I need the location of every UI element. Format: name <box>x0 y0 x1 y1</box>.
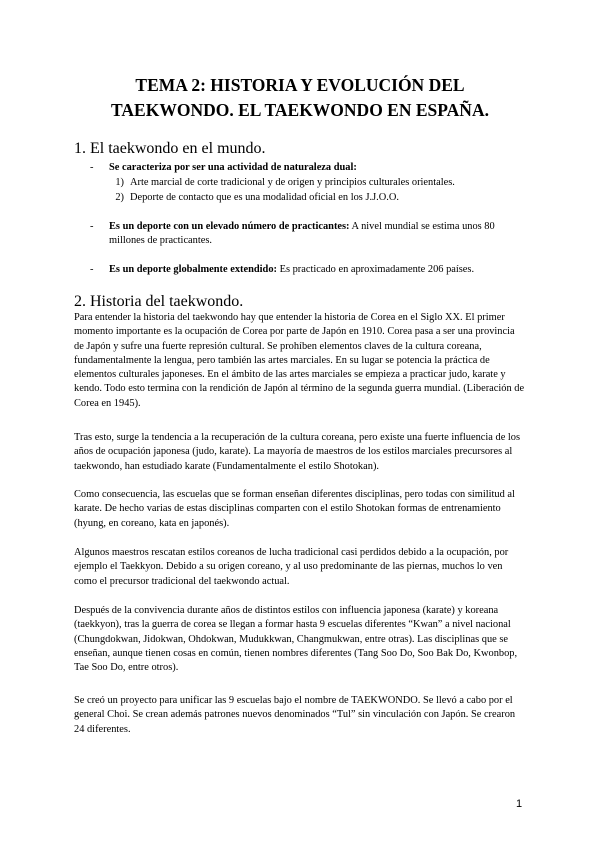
bullet-dash: - <box>90 264 94 275</box>
section-2-heading: 2. Historia del taekwondo. <box>74 293 244 310</box>
paragraph: Después de la convivencia durante años de distintos estilos con influencia japonesa (karate) y koreana (taekkyon), tras la guerra de corea se llegan a formar hasta 9 escuelas diferentes “Kwan” a nivel nacional (Chungdokwan, Jidokwan, Ohdokwan, Mudukkwan, Changmukwan, entre otras). Las disciplinas que se enseñan, aunque tienen cosas en común, tienen nombres diferentes (Tang Soo Do, Soo Bak Do, Kwonbop, Tae Soo Do, entre otros). <box>74 605 518 674</box>
sub-item-number: 2) <box>115 192 124 203</box>
paragraph: Algunos maestros rescatan estilos coreanos de lucha tradicional casi perdidos debido a la ocupación, por ejemplo el Taekkyon. Debido a su origen coreano, y al uso predominante de las piernas, muchos lo ven como el precursor tradicional del taekwondo actual. <box>74 547 509 587</box>
bullet-text: A nivel mundial se estima unos 80 millones de practicantes. <box>109 221 495 247</box>
paragraph: Tras esto, surge la tendencia a la recuperación de la cultura coreana, pero existe una fuerte influencia de los años de ocupación japonesa (judo, karate). La mayoría de maestros de los estilos marciales precursores al taekwondo, han estudiado karate (Fundamentalmente el estilo Shotokan). <box>74 432 521 472</box>
bullet-dash: - <box>90 162 94 173</box>
bullet-dash: - <box>90 221 94 232</box>
bullet-bold-text: Se caracteriza por ser una actividad de naturaleza dual: <box>109 162 357 173</box>
bullet-item <box>90 263 530 277</box>
document-title <box>60 73 540 123</box>
page-number: 1 <box>516 798 523 810</box>
bullet-bold-text: Es un deporte globalmente extendido: <box>109 264 277 275</box>
sub-item-number: 1) <box>115 177 124 188</box>
sub-item-text: Deporte de contacto que es una modalidad oficial en los J.J.O.O. <box>130 192 399 203</box>
section-1-heading: 1. El taekwondo en el mundo. <box>74 140 266 157</box>
bullet-bold-text: Es un deporte con un elevado número de practicantes: <box>109 221 350 232</box>
paragraph: Como consecuencia, las escuelas que se forman enseñan diferentes disciplinas, pero todas con similitud al karate. De hecho varias de estas disciplinas comparten con el estilo Shotokan formas de entrenamiento (hyung, en coreano, kata en japonés). <box>74 489 515 529</box>
bullet-item <box>90 220 530 248</box>
paragraph: Se creó un proyecto para unificar las 9 escuelas bajo el nombre de TAEKWONDO. Se llevó a cabo por el general Choi. Se crean además patrones nuevos denominados “Tul” sin vinculación con Japón. Se crearon 24 diferentes. <box>74 695 516 735</box>
sub-list-item <box>110 176 530 190</box>
title-line-2: TAEKWONDO. EL TAEKWONDO EN ESPAÑA. <box>111 100 489 120</box>
paragraph: Para entender la historia del taekwondo hay que entender la historia de Corea en el Siglo XX. El primer momento importante es la ocupación de Corea por parte de Japón en 1910. Corea pasa a ser una provincia de Japón y sufre una fuerte represión cultural. Se prohíben elementos claves de la cultura coreana, fundamentalmente la lengua, pero también las artes marciales. En su lugar se potencia la práctica de elementos culturales japoneses. En el ámbito de las artes marciales se empieza a practicar judo, karate y kendo. Todo esto termina con la rendición de Japón al término de la segunda guerra mundial. (Liberación de Corea en 1945). <box>74 312 525 409</box>
bullet-item <box>90 161 530 175</box>
bullet-text: Es practicado en aproximadamente 206 países. <box>277 264 475 275</box>
title-line-1: TEMA 2: HISTORIA Y EVOLUCIÓN DEL <box>135 75 465 95</box>
sub-list-item <box>110 191 530 205</box>
sub-item-text: Arte marcial de corte tradicional y de origen y principios culturales orientales. <box>130 177 455 188</box>
